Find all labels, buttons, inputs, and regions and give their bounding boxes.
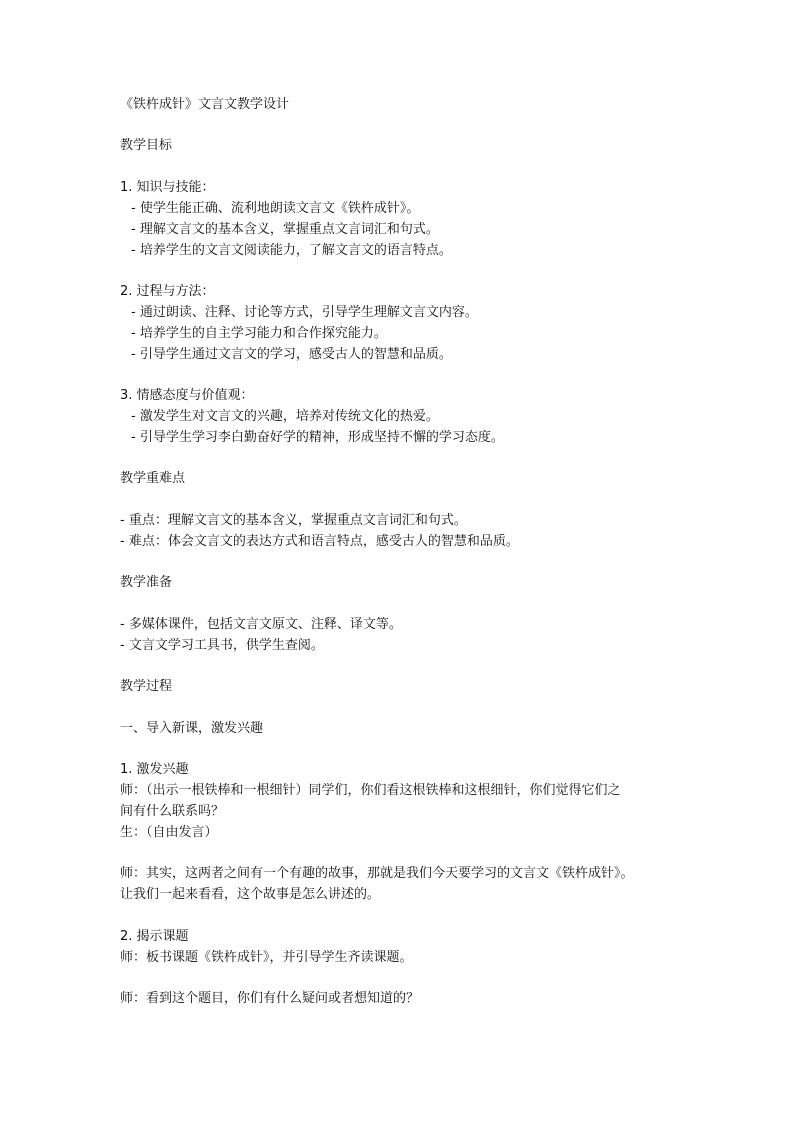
- teacher-line: 间有什么联系吗？: [120, 804, 225, 819]
- list-item: - 多媒体课件，包括文言文原文、注释、译文等。: [120, 617, 402, 632]
- teacher-line: 师：看到这个题目，你们有什么疑问或者想知道的？: [120, 991, 420, 1006]
- key-points-heading: 教学重难点: [120, 471, 186, 486]
- process-method-title: 2. 过程与方法：: [120, 284, 215, 299]
- teacher-line: 师：（出示一根铁棒和一根细针）同学们，你们看这根铁棒和这根细针，你们觉得它们之: [120, 783, 621, 798]
- teacher-line: 让我们一起来看看，这个故事是怎么讲述的。: [120, 887, 381, 902]
- list-item: - 难点：体会文言文的表达方式和语言特点，感受古人的智慧和品质。: [120, 534, 519, 549]
- student-line: 生：（自由发言）: [120, 825, 218, 840]
- list-item: - 培养学生的文言文阅读能力，了解文言文的语言特点。: [131, 243, 452, 258]
- part1-heading: 一、导入新课，激发兴趣: [120, 721, 264, 736]
- list-item: - 理解文言文的基本含义，掌握重点文言词汇和句式。: [131, 222, 439, 237]
- document-title: 《铁杵成针》文言文教学设计: [120, 97, 290, 112]
- list-item: - 重点：理解文言文的基本含义，掌握重点文言词汇和句式。: [120, 513, 467, 528]
- list-item: - 激发学生对文言文的兴趣，培养对传统文化的热爱。: [131, 409, 439, 424]
- list-item: - 培养学生的自主学习能力和合作探究能力。: [131, 326, 387, 341]
- knowledge-title: 1. 知识与技能：: [120, 180, 215, 195]
- teacher-line: 师：板书课题《铁杵成针》，并引导学生齐读课题。: [120, 950, 413, 965]
- list-item: - 引导学生通过文言文的学习，感受古人的智慧和品质。: [131, 347, 452, 362]
- process-heading: 教学过程: [120, 679, 173, 694]
- teacher-line: 师：其实，这两者之间有一个有趣的故事，那就是我们今天要学习的文言文《铁杵成针》。: [120, 866, 634, 881]
- step1-title: 1. 激发兴趣: [120, 762, 189, 777]
- list-item: - 引导学生学习李白勤奋好学的精神，形成坚持不懈的学习态度。: [131, 430, 504, 445]
- emotion-title: 3. 情感态度与价值观：: [120, 388, 254, 403]
- list-item: - 文言文学习工具书，供学生查阅。: [120, 638, 324, 653]
- objectives-heading: 教学目标: [120, 138, 173, 153]
- step2-title: 2. 揭示课题: [120, 929, 189, 944]
- preparation-heading: 教学准备: [120, 575, 173, 590]
- list-item: - 使学生能正确、流利地朗读文言文《铁杵成针》。: [131, 201, 420, 216]
- list-item: - 通过朗读、注释、讨论等方式，引导学生理解文言文内容。: [131, 305, 478, 320]
